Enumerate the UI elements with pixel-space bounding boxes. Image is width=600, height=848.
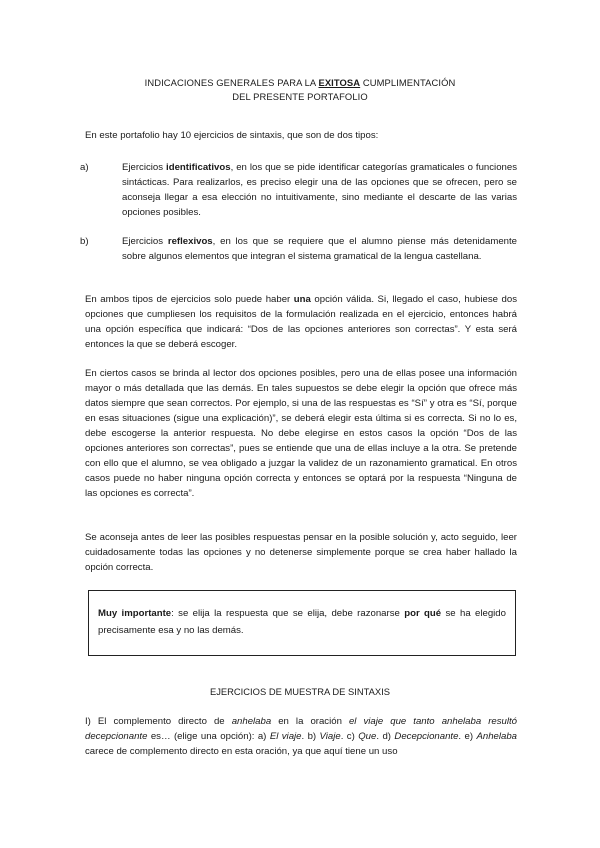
list-item-text xyxy=(104,160,517,220)
section-title: EJERCICIOS DE MUESTRA DE SINTAXIS xyxy=(209,686,391,697)
exercise-italic: anhelaba xyxy=(231,716,272,727)
title-text-end: CUMPLIMENTACIÓN xyxy=(360,77,456,88)
exercise-text: es… (elige una opción): a) xyxy=(147,731,270,742)
important-box xyxy=(88,590,516,656)
paragraph-ambos xyxy=(85,292,517,352)
list-bold-term: identificativos xyxy=(166,162,231,173)
list-item-a xyxy=(80,160,517,220)
exercise-italic: Que xyxy=(358,731,377,742)
exercise-text: I) El complemento directo de xyxy=(85,716,232,727)
paragraph-bold: una xyxy=(293,294,311,305)
exercise-italic: El viaje xyxy=(269,731,302,742)
intro-paragraph: En este portafolio hay 10 ejercicios de sintaxis, que son de dos tipos: xyxy=(85,130,379,141)
document-title-line1 xyxy=(60,76,540,90)
important-bold: por qué xyxy=(404,608,442,619)
exercise-italic: el viaje que tanto anhelaba resultó decepcionante xyxy=(85,716,518,742)
list-marker: b) xyxy=(80,236,89,247)
exercise-text: . d) xyxy=(376,731,395,742)
title-text: INDICACIONES GENERALES PARA LA xyxy=(144,77,319,88)
list-text: , en los que se requiere que el alumno piense más detenidamente sobre algunos elementos que integran el sistema gramatical de la lengua castellana. xyxy=(122,236,517,262)
list-marker: a) xyxy=(80,162,89,173)
list-bold-term: reflexivos xyxy=(167,236,213,247)
list-item-text xyxy=(104,234,517,264)
exercise-text: carece de complemento directo en esta oración, ya que aquí tiene un uso xyxy=(85,746,398,757)
title-emphasis: EXITOSA xyxy=(318,77,361,88)
exercise-italic: Anhelaba xyxy=(476,731,518,742)
exercise-text: en la oración xyxy=(271,716,349,727)
list-item-b xyxy=(80,234,517,264)
list-text: Ejercicios xyxy=(122,236,168,247)
important-box-text xyxy=(98,605,506,639)
exercise-text: . c) xyxy=(340,731,359,742)
exercise-italic: Decepcionante xyxy=(394,731,459,742)
important-text: se ha elegido precisamente esa y no las demás. xyxy=(98,608,506,636)
paragraph-text: En ambos tipos de ejercicios solo puede haber xyxy=(85,294,294,305)
document-title-line2: DEL PRESENTE PORTAFOLIO xyxy=(232,91,368,102)
exercise-paragraph xyxy=(85,714,517,759)
paragraph-casos: En ciertos casos se brinda al lector dos opciones posibles, pero una de ellas posee una información mayor o más detallada que las demás. En tales supuestos se debe elegir la opción que ofrece más datos siempre que sean correctos. Por ejemplo, si una de las respuestas es “Sí” y otra es “Sí, porque en esas situaciones (sigue una explicación)”, se deberá elegir esta última si es correcta. Si no lo es, debe escogerse la anterior respuesta. No debe elegirse en estos casos la opción “Dos de las opciones anteriores son correctas”, pues se entiende que una de ellas incluye a la otra. Se pretende con ello que el alumno, se vea obligado a juzgar la validez de un razonamiento gramatical. En otros casos puede no haber ninguna opción correcta y entonces se optará por la respuesta “Ninguna de las opciones es correcta”. xyxy=(85,368,517,499)
paragraph-text: opción válida. Si, llegado el caso, hubiese dos opciones que cumpliesen los requisitos de la formulación realizada en el ejercicio, entonces habrá una opción específica que indicará: “Dos de las opciones anteriores son correctas”. Y esta será entonces la que se deberá escoger. xyxy=(85,294,517,350)
exercise-italic: Viaje xyxy=(319,731,341,742)
exercise-text: . b) xyxy=(301,731,320,742)
paragraph-aconseja: Se aconseja antes de leer las posibles respuestas pensar en la posible solución y, acto seguido, leer cuidadosamente todas las opciones y no detenerse simplemente porque se crea haber hallado la opción correcta. xyxy=(85,532,517,573)
list-text: , en los que se pide identificar categorías gramaticales o funciones sintácticas. Para realizarlos, es preciso elegir una de las opciones que se ofrecen, pero se aconseja llegar a esa elección no intuitivamente, sino mediante el descarte de las varias opciones posibles. xyxy=(122,162,517,218)
important-label: Muy importante xyxy=(98,608,172,619)
list-text: Ejercicios xyxy=(122,162,167,173)
exercise-text: . e) xyxy=(458,731,477,742)
important-text: : se elija la respuesta que se elija, debe razonarse xyxy=(171,608,405,619)
